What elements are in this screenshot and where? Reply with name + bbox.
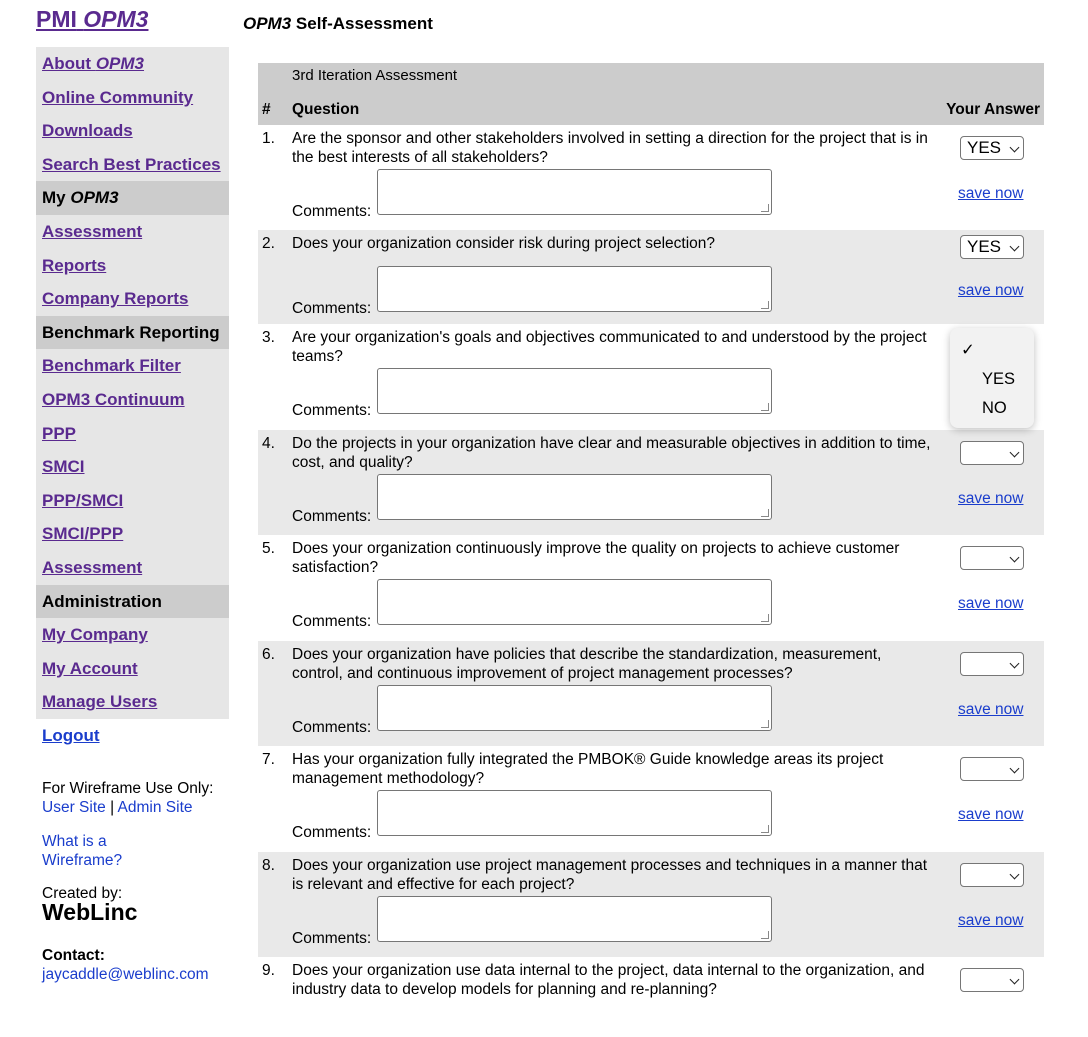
creator-name: WebLinc: [42, 899, 138, 925]
chevron-down-icon: [1010, 764, 1020, 774]
site-links: [42, 798, 213, 817]
check-icon: ✓: [961, 341, 975, 359]
answer-select[interactable]: [960, 757, 1024, 781]
question-text: Do the projects in your organization have clear and measurable objectives in addition to time, cost, and quality?: [292, 435, 931, 471]
question-number: 2.: [262, 235, 275, 252]
header-question: Question: [292, 101, 360, 118]
logo-link[interactable]: [36, 6, 148, 33]
header-answer: Your Answer: [946, 101, 1040, 118]
comments-textarea[interactable]: [377, 685, 772, 731]
question-text: Are your organization's goals and objectives communicated to and understood by the project teams?: [292, 329, 927, 365]
save-now-link[interactable]: save now: [958, 490, 1024, 507]
nav-company-reports[interactable]: Company Reports: [42, 289, 189, 309]
question-text: Does your organization use data internal to the project, data internal to the organization, and industry data to develop models for planning and re-planning?: [292, 962, 925, 998]
comments-label: Comments:: [292, 613, 372, 630]
answer-select[interactable]: [960, 136, 1024, 160]
admin-site-link[interactable]: Admin Site: [117, 799, 193, 816]
nav-my-company[interactable]: My Company: [42, 625, 148, 645]
nav-group-main: [36, 47, 229, 719]
question-text: Are the sponsor and other stakeholders involved in setting a direction for the project that is in the best interests of all stakeholders?: [292, 130, 928, 166]
created-by: [42, 884, 138, 925]
what-is-wireframe: [42, 832, 122, 870]
answer-select[interactable]: [960, 235, 1024, 259]
chevron-down-icon: [1010, 553, 1020, 563]
save-now-link[interactable]: save now: [958, 185, 1024, 202]
question-number: 5.: [262, 540, 275, 557]
page-title-rest: Self-Assessment: [291, 14, 433, 33]
question-text: Does your organization continuously improve the quality on projects to achieve customer satisfaction?: [292, 540, 900, 576]
nav-ppp[interactable]: PPP: [42, 423, 77, 443]
nav-assessment[interactable]: Assessment: [42, 221, 143, 241]
comments-textarea[interactable]: [377, 474, 772, 520]
nav-search-best-practices[interactable]: Search Best Practices: [42, 154, 221, 174]
nav-header-my-italic: OPM3: [70, 188, 119, 208]
nav-downloads[interactable]: Downloads: [42, 121, 133, 141]
nav-ppp-smci[interactable]: PPP/SMCI: [42, 490, 124, 510]
question-text: Does your organization use project management processes and techniques in a manner that is relevant and effective for each project?: [292, 857, 928, 893]
question-text: Does your organization consider risk during project selection?: [292, 235, 716, 252]
comments-label: Comments:: [292, 203, 372, 220]
page-title-italic: OPM3: [243, 14, 292, 33]
answer-select[interactable]: [960, 652, 1024, 676]
question-row: [258, 125, 1044, 230]
nav-smci[interactable]: SMCI: [42, 457, 85, 477]
nav-header-administration: Administration: [36, 585, 229, 619]
answer-select-value: YES: [967, 138, 1002, 157]
question-row: [258, 430, 1044, 535]
comments-textarea[interactable]: [377, 790, 772, 836]
header-num: #: [262, 101, 271, 118]
question-number: 1.: [262, 130, 275, 147]
wireframe-note: [42, 779, 213, 817]
user-site-link[interactable]: User Site: [42, 799, 106, 816]
chevron-down-icon: [1010, 242, 1020, 252]
answer-select[interactable]: [960, 863, 1024, 887]
chevron-down-icon: [1010, 143, 1020, 153]
dropdown-option-yes-label: YES: [982, 370, 1016, 388]
nav-header-benchmark: Benchmark Reporting: [36, 316, 229, 350]
dropdown-option-no[interactable]: [950, 394, 1034, 422]
page-title: [243, 14, 433, 34]
question-number: 9.: [262, 962, 275, 979]
comments-label: Comments:: [292, 508, 372, 525]
logo-prefix: PMI: [36, 6, 77, 32]
contact: [42, 946, 209, 984]
save-now-link[interactable]: save now: [958, 282, 1024, 299]
comments-label: Comments:: [292, 402, 372, 419]
nav-about[interactable]: [36, 47, 229, 81]
save-now-link[interactable]: save now: [958, 701, 1024, 718]
comments-label: Comments:: [292, 930, 372, 947]
contact-email-link[interactable]: jaycaddle@weblinc.com: [42, 966, 209, 983]
comments-label: Comments:: [292, 824, 372, 841]
sidebar: [36, 47, 229, 752]
nav-smci-ppp[interactable]: SMCI/PPP: [42, 524, 124, 544]
assessment-table: [258, 63, 1044, 1037]
save-now-link[interactable]: save now: [958, 595, 1024, 612]
question-number: 3.: [262, 329, 275, 346]
table-header: [258, 94, 1044, 125]
what-is-line2: Wireframe?: [42, 852, 123, 869]
nav-online-community[interactable]: Online Community: [42, 87, 194, 107]
nav-benchmark-filter[interactable]: Benchmark Filter: [42, 356, 181, 376]
comments-textarea[interactable]: [377, 368, 772, 414]
answer-dropdown-menu: [950, 328, 1034, 428]
question-row: [258, 957, 1044, 1037]
nav-about-italic: OPM3: [95, 54, 145, 73]
chevron-down-icon: [1010, 659, 1020, 669]
chevron-down-icon: [1010, 870, 1020, 880]
iteration-title: 3rd Iteration Assessment: [258, 63, 1044, 94]
nav-header-my-label: My: [42, 188, 71, 208]
question-number: 8.: [262, 857, 275, 874]
nav-reports[interactable]: Reports: [42, 255, 107, 275]
comments-label: Comments:: [292, 300, 372, 317]
comments-label: Comments:: [292, 719, 372, 736]
comments-textarea[interactable]: [377, 169, 772, 215]
nav-benchmark-assessment[interactable]: Assessment: [42, 557, 143, 577]
question-row: [258, 324, 1044, 430]
question-number: 4.: [262, 435, 275, 452]
contact-label: Contact:: [42, 947, 105, 964]
nav-header-my-opm3: [36, 181, 229, 215]
logo-name: OPM3: [83, 6, 149, 32]
save-now-link[interactable]: save now: [958, 912, 1024, 929]
question-number: 6.: [262, 646, 275, 663]
dropdown-option-yes[interactable]: [950, 365, 1034, 393]
question-row: [258, 535, 1044, 641]
what-is-line1: What is a: [42, 833, 107, 850]
answer-select[interactable]: [960, 968, 1024, 992]
question-row: [258, 641, 1044, 746]
chevron-down-icon: [1010, 975, 1020, 985]
comments-textarea[interactable]: [377, 266, 772, 312]
created-by-label: Created by:: [42, 885, 123, 902]
question-text: Does your organization have policies that describe the standardization, measurement, control, and continuous improvement of project management processes?: [292, 646, 882, 682]
nav-my-account[interactable]: My Account: [42, 658, 138, 678]
comments-textarea[interactable]: [377, 579, 772, 625]
question-text: Has your organization fully integrated the PMBOK® Guide knowledge areas its project management methodology?: [292, 751, 884, 787]
nav-opm3-continuum[interactable]: OPM3 Continuum: [42, 389, 185, 409]
answer-select-value: YES: [967, 237, 1002, 256]
logout-link[interactable]: Logout: [42, 725, 100, 745]
what-is-wireframe-link[interactable]: [42, 833, 122, 869]
dropdown-option-no-label: NO: [982, 399, 1007, 417]
answer-select[interactable]: [960, 546, 1024, 570]
answer-select[interactable]: [960, 441, 1024, 465]
comments-textarea[interactable]: [377, 896, 772, 942]
save-now-link[interactable]: save now: [958, 806, 1024, 823]
question-row: [258, 746, 1044, 852]
question-row: [258, 230, 1044, 324]
nav-about-label: About: [42, 54, 96, 73]
dropdown-option-blank[interactable]: [950, 336, 1034, 364]
chevron-down-icon: [1010, 448, 1020, 458]
question-number: 7.: [262, 751, 275, 768]
site-separator: |: [110, 799, 115, 816]
wireframe-note-label: For Wireframe Use Only:: [42, 780, 214, 797]
question-row: [258, 852, 1044, 957]
nav-manage-users[interactable]: Manage Users: [42, 692, 158, 712]
